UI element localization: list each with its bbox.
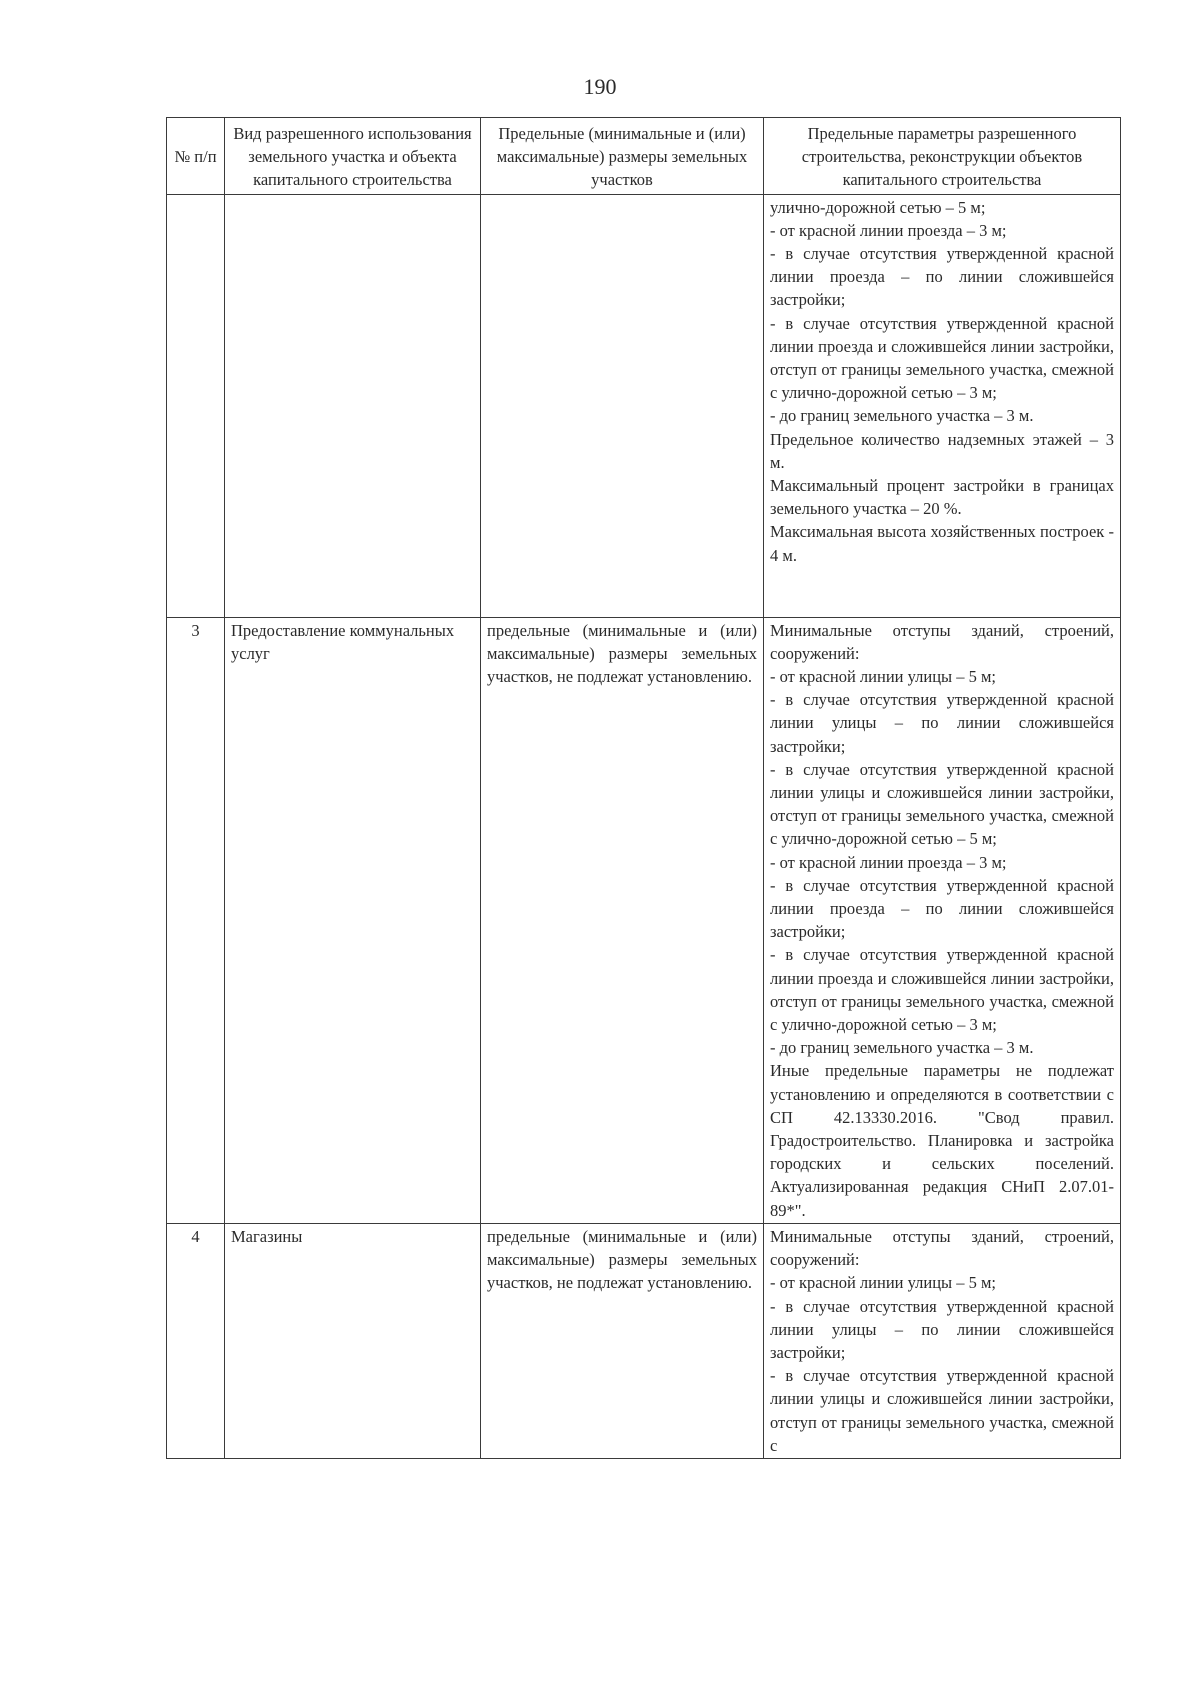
param-line: Максимальный процент застройки в границах земельного участка – 20 %. — [770, 476, 1114, 519]
param-line: - от красной линии улицы – 5 м; — [770, 667, 997, 687]
param-line: - в случае отсутствия утвержденной красной линии улицы и сложившейся линии застройки, отступ от границы земельного участка, смежной с улично-дорожной сетью – 5 м; — [770, 759, 1114, 849]
row-use-type — [225, 194, 481, 617]
param-line: - в случае отсутствия утвержденной красной линии проезда – по линии сложившейся застройки; — [770, 875, 1114, 942]
param-line: Иные предельные параметры не подлежат установлению и определяются в соответствии с СП 42.13330.2016. "Свод правил. Градостроительство. Планировка и застройка городских и сельских поселений. Актуализированная редакция СНиП 2.07.01-89*". — [770, 1061, 1114, 1220]
param-line: - в случае отсутствия утвержденной красной линии улицы и сложившейся линии застройки, отступ от границы земельного участка, смежной с — [770, 1366, 1114, 1455]
param-line: Предельное количество надземных этажей – 3 м. — [770, 429, 1114, 472]
param-line: - в случае отсутствия утвержденной красной линии улицы – по линии сложившейся застройки; — [770, 1296, 1114, 1362]
header-num: № п/п — [167, 118, 225, 195]
row-use-type: Магазины — [225, 1223, 481, 1458]
row-plot-size — [481, 194, 764, 617]
param-line: - до границ земельного участка – 3 м. — [770, 1038, 1034, 1058]
header-use-type: Вид разрешенного использования земельного участка и объекта капитального строительства — [225, 118, 481, 195]
page-number: 190 — [583, 74, 617, 99]
param-line: Минимальные отступы зданий, строений, сооружений: — [770, 1226, 1114, 1270]
param-line: - в случае отсутствия утвержденной красной линии проезда – по линии сложившейся застройки; — [770, 244, 1114, 310]
row-num: 4 — [167, 1223, 225, 1458]
param-line: Максимальная высота хозяйственных построек - 4 м. — [770, 522, 1114, 565]
row-num: 3 — [167, 617, 225, 1223]
param-line: - в случае отсутствия утвержденной красной линии проезда и сложившейся линии застройки, отступ от границы земельного участка, смежной с улично-дорожной сетью – 3 м; — [770, 313, 1114, 403]
row-params — [764, 1223, 1121, 1458]
param-line: улично-дорожной сетью – 5 м; — [770, 197, 986, 217]
param-line: Минимальные отступы зданий, строений, сооружений: — [770, 620, 1114, 663]
param-line: - в случае отсутствия утвержденной красной линии улицы – по линии сложившейся застройки; — [770, 690, 1114, 756]
row-params — [764, 194, 1121, 617]
param-line: - до границ земельного участка – 3 м. — [770, 406, 1034, 426]
param-line: - от красной линии улицы – 5 м; — [770, 1273, 997, 1293]
param-line: - от красной линии проезда – 3 м; — [770, 220, 1007, 240]
table-row — [167, 194, 1121, 617]
row-num — [167, 194, 225, 617]
header-construction-params: Предельные параметры разрешенного строительства, реконструкции объектов капитального строительства — [764, 118, 1121, 195]
param-line: - от красной линии проезда – 3 м; — [770, 852, 1007, 872]
regulations-table — [166, 117, 1121, 1459]
row-use-type: Предоставление коммунальных услуг — [225, 617, 481, 1223]
param-line: - в случае отсутствия утвержденной красной линии проезда и сложившейся линии застройки, отступ от границы земельного участка, смежной с улично-дорожной сетью – 3 м; — [770, 945, 1114, 1035]
header-plot-size: Предельные (минимальные и (или) максимальные) размеры земельных участков — [481, 118, 764, 195]
table-row — [167, 617, 1121, 1223]
table-header-row — [167, 118, 1121, 195]
row-plot-size: предельные (минимальные и (или) максимальные) размеры земельных участков, не подлежат установлению. — [481, 1223, 764, 1458]
row-plot-size: предельные (минимальные и (или) максимальные) размеры земельных участков, не подлежат установлению. — [481, 617, 764, 1223]
table-row — [167, 1223, 1121, 1458]
row-params — [764, 617, 1121, 1223]
